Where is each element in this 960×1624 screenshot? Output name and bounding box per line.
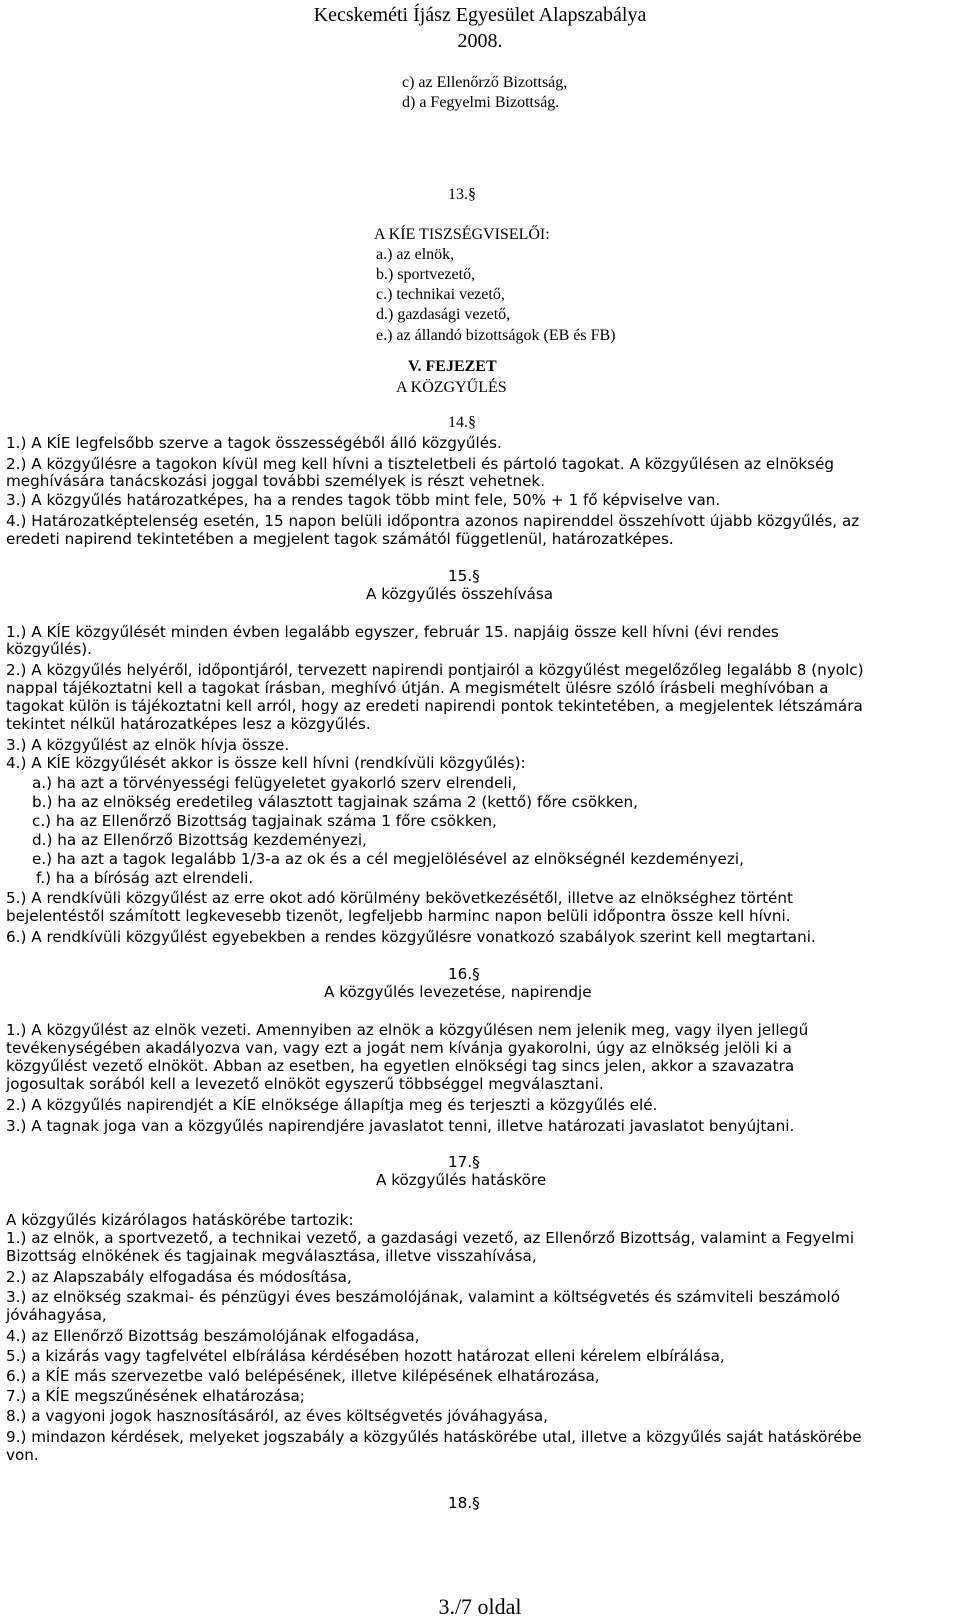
paragraph-line: 5.) A rendkívüli közgyűlést az erre okot adó körülmény bekövetkezésétől, illetve az elnökséghez történt: [6, 889, 793, 907]
paragraph-line: 1.) A KÍE közgyűlését minden évben legalább egyszer, február 15. napjáig össze kell hívni (évi rendes: [6, 623, 779, 641]
chapter-title: V. FEJEZET: [408, 358, 497, 375]
paragraph-line: tagokat külön is tájékoztatni kell arról, hogy az eredeti napirendi pontok tekintetében, a megjelentek létszámára: [6, 697, 863, 715]
list-item: c) az Ellenőrző Bizottság,: [402, 74, 568, 91]
list-item: c.) ha az Ellenőrző Bizottság tagjainak száma 1 főre csökken,: [32, 812, 497, 830]
section-number: 15.§: [448, 567, 480, 585]
paragraph-line: 3.) az elnökség szakmai- és pénzügyi éves beszámolójának, valamint a költségvetés és számviteli beszámoló: [6, 1288, 841, 1306]
paragraph-line: jogosultak sorából kell a levezető elnököt egyszerű többséggel megválasztani.: [6, 1075, 604, 1093]
list-item: c.) technikai vezető,: [376, 286, 505, 303]
paragraph-line: 9.) mindazon kérdések, melyeket jogszabály a közgyűlés hatáskörébe utal, illetve a közgyűlés saját hatáskörébe: [6, 1428, 862, 1446]
paragraph-line: közgyűlést vezető elnököt. Abban az esetben, ha egyetlen elnökségi tag sincs jelen, akkor a szavazatra: [6, 1057, 795, 1075]
list-item: d.) ha az Ellenőrző Bizottság kezdeményezi,: [32, 831, 367, 849]
paragraph-line: 3.) A közgyűlés határozatképes, ha a rendes tagok több mint fele, 50% + 1 fő képviselve van.: [6, 491, 721, 509]
document-title: Kecskeméti Íjász Egyesület Alapszabálya: [313, 4, 647, 26]
page-number: 3./7 oldal: [438, 1594, 522, 1619]
list-item: d.) gazdasági vezető,: [376, 306, 511, 323]
paragraph-line: tekintet nélkül határozatképes lesz a közgyűlés.: [6, 715, 371, 733]
paragraph-line: 4.) az Ellenőrző Bizottság beszámolójának elfogadása,: [6, 1327, 420, 1345]
paragraph-sign-icon: §: [472, 1494, 480, 1512]
paragraph-line: 6.) a KÍE más szervezetbe való belépésének, illetve kilépésének elhatározása,: [6, 1367, 600, 1385]
paragraph-line: meghívására tanácskozási joggal további személyek is részt vehetnek.: [6, 472, 546, 490]
paragraph-line: 3.) A tagnak joga van a közgyűlés napirendjére javaslatot tenni, illetve határozati javaslatot benyújtani.: [6, 1117, 795, 1135]
paragraph-line: 8.) a vagyoni jogok hasznosításáról, az éves költségvetés jóváhagyása,: [6, 1407, 548, 1425]
section-number: 16.§: [448, 965, 480, 983]
section-number: 18.§: [448, 1494, 480, 1512]
section-heading: A közgyűlés hatásköre: [376, 1171, 547, 1189]
paragraph-line: eredeti napirend tekintetében a megjelent tagok számától függetlenül, határozatképes.: [6, 530, 674, 548]
paragraph-line: 2.) az Alapszabály elfogadása és módosítása,: [6, 1268, 352, 1286]
paragraph-sign-icon: §: [472, 965, 480, 983]
paragraph-sign-icon: §: [472, 1153, 480, 1171]
list-item: d) a Fegyelmi Bizottság.: [402, 94, 560, 111]
list-item: a.) ha azt a törvényességi felügyeletet gyakorló szerv elrendeli,: [32, 774, 517, 792]
list-item: b.) ha az elnökség eredetileg választott tagjainak száma 2 (kettő) főre csökken,: [32, 793, 638, 811]
paragraph-line: 2.) A közgyűlés helyéről, időpontjáról, tervezett napirendi pontjairól a közgyűlést megelőzőleg legalább 8 (nyolc): [6, 661, 864, 679]
paragraph-line: 1.) az elnök, a sportvezető, a technikai vezető, a gazdasági vezető, az Ellenőrző Bizottság, valamint a Fegyelmi: [6, 1229, 855, 1247]
paragraph-line: Bizottság elnökének és tagjainak megválasztása, illetve visszahívása,: [6, 1247, 537, 1265]
paragraph-line: von.: [6, 1446, 39, 1464]
list-item: f.) ha a bíróság azt elrendeli.: [36, 869, 254, 887]
list-item: e.) az állandó bizottságok (EB és FB): [376, 327, 616, 344]
paragraph-sign-icon: §: [468, 414, 476, 431]
paragraph-line: 2.) A közgyűlés napirendjét a KÍE elnöksége állapítja meg és terjeszti a közgyűlés elé.: [6, 1096, 658, 1114]
paragraph-line: nappal tájékoztatni kell a tagokat írásban, meghívó útján. A megismételt ülésre szóló írásbeli meghívóban a: [6, 679, 829, 697]
section-heading: A KÍE TISZSÉGVISELŐI:: [374, 226, 550, 243]
paragraph-sign-icon: §: [468, 186, 476, 203]
paragraph-line: bejelentéstől számított legkevesebb tizenöt, legfeljebb harminc napon belüli időpontra össze kell hívni.: [6, 907, 791, 925]
section-heading: A közgyűlés összehívása: [366, 585, 554, 603]
paragraph-line: 7.) a KÍE megszűnésének elhatározása;: [6, 1387, 305, 1405]
paragraph-line: 4.) A KÍE közgyűlését akkor is össze kell hívni (rendkívüli közgyűlés):: [6, 754, 526, 772]
document-year: 2008.: [457, 30, 503, 52]
section-number: 14.§: [448, 414, 476, 431]
paragraph-line: jóváhagyása,: [6, 1306, 107, 1324]
section-number: 13.§: [448, 186, 476, 203]
paragraph-line: tevékenységében akadályozva van, vagy ezt a jogát nem kívánja gyakorolni, úgy az elnökség jelöli ki a: [6, 1039, 792, 1057]
paragraph-line: 4.) Határozatképtelenség esetén, 15 napon belüli időpontra azonos napirenddel összehívott újabb közgyűlés, az: [6, 512, 860, 530]
section-number: 17.§: [448, 1153, 480, 1171]
paragraph-line: 3.) A közgyűlést az elnök hívja össze.: [6, 736, 290, 754]
list-item: e.) ha azt a tagok legalább 1/3-a az ok és a cél megjelölésével az elnökségnél kezdeményezi,: [32, 850, 744, 868]
paragraph-line: 6.) A rendkívüli közgyűlést egyebekben a rendes közgyűlésre vonatkozó szabályok szerint kell megtartani.: [6, 928, 816, 946]
paragraph-line: 1.) A közgyűlést az elnök vezeti. Amennyiben az elnök a közgyűlésen nem jelenik meg, vagy ilyen jellegű: [6, 1021, 809, 1039]
paragraph-sign-icon: §: [472, 567, 480, 585]
paragraph-line: 5.) a kizárás vagy tagfelvétel elbírálása kérdésében hozott határozat elleni kérelem elbírálása,: [6, 1347, 725, 1365]
paragraph-line: 2.) A közgyűlésre a tagokon kívül meg kell hívni a tiszteletbeli és pártoló tagokat. A közgyűlésen az elnökség: [6, 455, 835, 473]
paragraph-line: közgyűlés).: [6, 640, 93, 658]
list-item: a.) az elnök,: [376, 246, 455, 263]
section-heading: A közgyűlés levezetése, napirendje: [324, 983, 592, 1001]
chapter-subtitle: A KÖZGYŰLÉS: [396, 379, 507, 396]
paragraph-line: A közgyűlés kizárólagos hatáskörébe tartozik:: [6, 1211, 354, 1229]
paragraph-line: 1.) A KÍE legfelsőbb szerve a tagok összességéből álló közgyűlés.: [6, 434, 502, 452]
list-item: b.) sportvezető,: [376, 266, 476, 283]
